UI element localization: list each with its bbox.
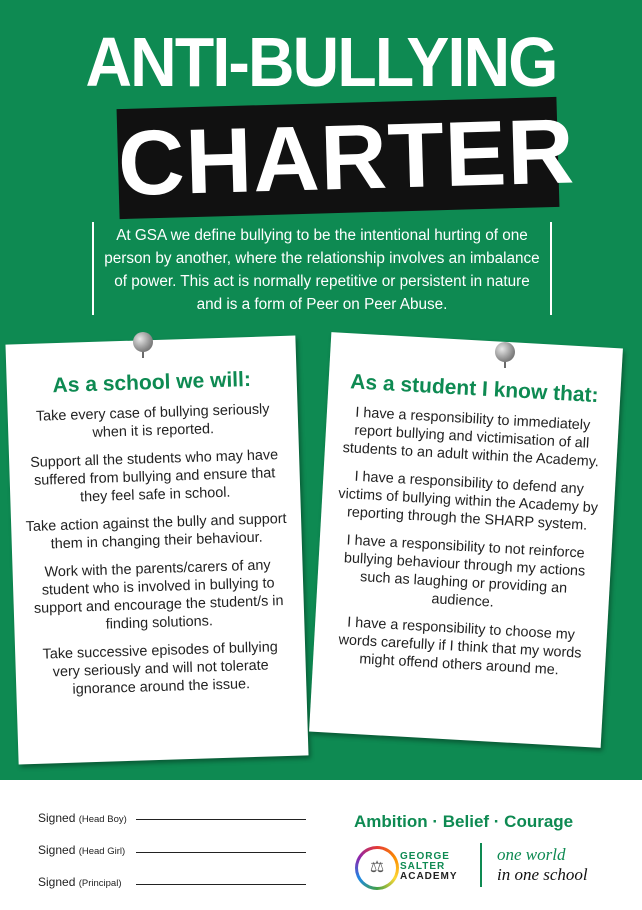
school-card-heading: As a school we will:: [52, 367, 252, 398]
signature-line-head-girl[interactable]: [136, 852, 306, 853]
list-item: I have a responsibility to defend any victims of bullying within the Academy by reporting through the SHARP system.: [337, 468, 599, 534]
footer-divider: [480, 843, 482, 887]
academy-motto: Ambition · Belief · Courage: [354, 812, 574, 831]
academy-logo-icon: [355, 846, 399, 890]
signed-text: Signed: [38, 875, 76, 889]
list-item: Work with the parents/carers of any student who is involved in bullying to support and encourage the student/s in finding solutions.: [33, 557, 284, 633]
school-commitments-card: [5, 336, 308, 765]
signed-text: Signed: [38, 811, 76, 825]
school-commitments-list: [7, 400, 306, 701]
signature-principal-label: [38, 875, 121, 889]
tagline-line2: in one school: [497, 865, 588, 884]
academy-name-line2: SALTER: [400, 861, 446, 872]
bullying-definition: At GSA we define bullying to be the intentional hurting of one person by another, where the relationship involves an imbalance of power. This act is normally repetitive or persistent in nature and is a form of Peer on Peer Abuse.: [92, 222, 552, 315]
academy-name-line3: ACADEMY: [400, 871, 458, 882]
signature-head-girl-label: [38, 843, 125, 857]
student-commitments-card: [309, 332, 623, 748]
list-item: I have a responsibility to immediately report bullying and victimisation of all students to an adult within the Academy.: [342, 404, 600, 471]
principal-role: (Principal): [78, 878, 122, 889]
signed-text: Signed: [38, 843, 76, 857]
list-item: I have a responsibility to not reinforce bullying behaviour through my actions such as laughing or providing an audience.: [343, 532, 586, 611]
list-item: I have a responsibility to choose my words carefully if I think that my words might offend others around me.: [338, 614, 582, 679]
signature-line-principal[interactable]: [136, 884, 306, 885]
title-charter: CHARTER: [116, 100, 577, 216]
list-item: Take action against the bully and support them in changing their behaviour.: [25, 510, 287, 553]
signature-head-boy-label: [38, 811, 127, 825]
list-item: Take every case of bullying seriously when it is reported.: [35, 401, 270, 441]
student-card-heading: As a student I know that:: [349, 370, 600, 408]
academy-name: [400, 852, 458, 882]
academy-name-line1: GEORGE: [400, 851, 450, 862]
pushpin-icon: [495, 342, 515, 362]
signature-line-head-boy[interactable]: [136, 819, 306, 820]
scales-icon: ⚖: [369, 859, 385, 876]
academy-tagline: [497, 845, 588, 885]
tagline-line1: one world: [497, 845, 566, 864]
title-anti-bullying: ANTI-BULLYING: [85, 23, 557, 101]
head-girl-role: (Head Girl): [78, 846, 126, 857]
list-item: Take successive episodes of bullying very seriously and will not tolerate ignorance around the issue.: [42, 639, 278, 698]
list-item: Support all the students who may have suffered from bullying and ensure that they feel safe in school.: [29, 447, 279, 506]
student-commitments-list: [313, 402, 619, 682]
head-boy-role: (Head Boy): [78, 814, 127, 825]
pushpin-icon: [133, 332, 153, 352]
